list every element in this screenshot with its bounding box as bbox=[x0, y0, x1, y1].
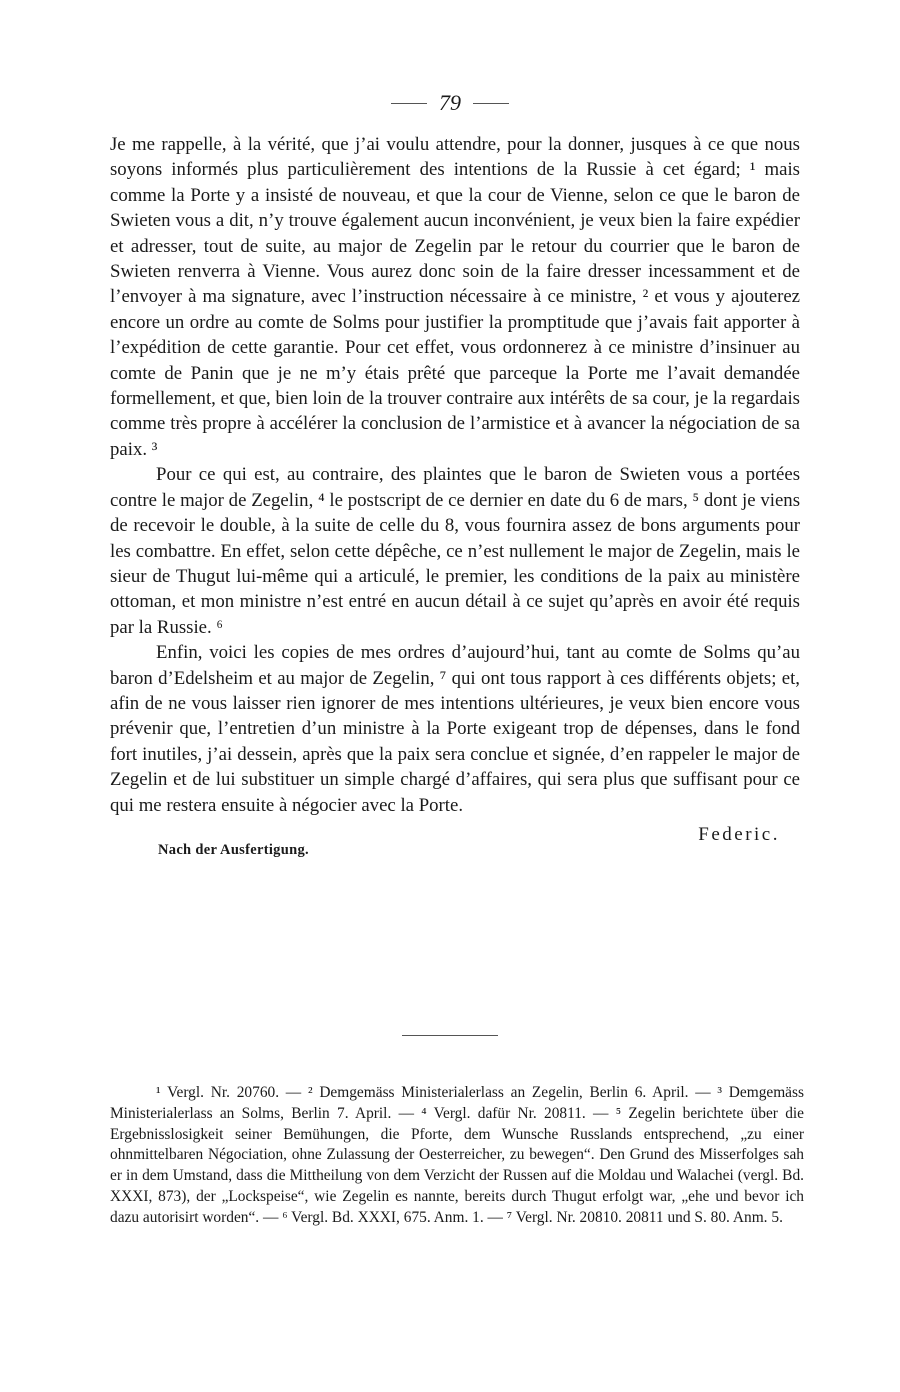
paragraph-3: Enfin, voici les copies de mes ordres d’aujourd’hui, tant au comte de Solms qu’au baron d’Edelsheim et au major de Zegelin, ⁷ qui ont tous rapport à ces différents objets; et, afin de ne vous laisser rien ignorer de mes intentions ultérieures, je veux bien encore vous prévenir que, l’entretien d’un ministre à la Porte exigeant trop de dépenses, dans le fond fort inutiles, j’ai dessein, après que la paix sera conclue et signée, d’en rappeler le major de Zegelin et de lui substituer un simple chargé d’affaires, qui sera plus que suffisant pour ce qui me restera ensuite à négocier avec la Porte. bbox=[110, 642, 800, 816]
footnote-separator bbox=[402, 1035, 498, 1036]
footnotes bbox=[110, 1083, 804, 1229]
source-note: Nach der Ausfertigung. bbox=[158, 841, 309, 858]
paragraph-2: Pour ce qui est, au contraire, des plaintes que le baron de Swieten vous a portées contre le major de Zegelin, ⁴ le postscript de ce dernier en date du 6 de mars, ⁵ dont je viens de recevoir le double, à la suite de celle du 8, vous fournira assez de bons arguments pour les combattre. En effet, selon cette dépêche, ce n’est nullement le major de Zegelin, mais le sieur de Thugut lui-même qui a articulé, le premier, les conditions de la paix au ministère ottoman, et mon ministre n’est entré en aucun détail à ce sujet qu’après en avoir été requis par la Russie. ⁶ bbox=[110, 464, 800, 638]
closing bbox=[110, 818, 800, 858]
signature: Federic. bbox=[698, 823, 780, 845]
letter-body bbox=[110, 132, 800, 858]
page-number: 79 bbox=[439, 90, 461, 115]
page-header bbox=[0, 90, 900, 116]
header-rule-right bbox=[473, 103, 509, 104]
header-rule-left bbox=[391, 103, 427, 104]
footnote-block: ¹ Vergl. Nr. 20760. — ² Demgemäss Ministerialerlass an Zegelin, Berlin 6. April. — ³ Demgemäss Ministerialerlass an Solms, Berlin 7. April. — ⁴ Vergl. dafür Nr. 20811. — ⁵ Zegelin berichtete über die Ergebnisslosigkeit seiner Bemühungen, die Pforte, dem Wunsche Russlands entsprechend, „zu einer ohnmittelbaren Négociation, ohne Zulassung der Oesterreicher, zu bewegen“. Den Grund des Misserfolges sah er in dem Umstand, dass die Mittheilung von dem Verzicht der Russen auf die Moldau und Walachei (vergl. Bd. XXXI, 873), der „Lockspeise“, wie Zegelin es nannte, bereits durch Thugut erfolgt war, „ehe und bevor ich dazu autorisirt worden“. — ⁶ Vergl. Bd. XXXI, 675. Anm. 1. — ⁷ Vergl. Nr. 20810. 20811 und S. 80. Anm. 5. bbox=[110, 1084, 804, 1226]
paragraph-1: Je me rappelle, à la vérité, que j’ai voulu attendre, pour la donner, jusques à ce que nous soyons informés plus particulièrement des intentions de la Russie à cet égard; ¹ mais comme la Porte y a insisté de nouveau, et que la cour de Vienne, selon ce que le baron de Swieten vous a dit, n’y trouve également aucun inconvénient, je veux bien la faire expédier et adresser, tout de suite, au major de Zegelin par le retour du courrier que le baron de Swieten renverra à Vienne. Vous aurez donc soin de la faire dresser incessamment et de l’envoyer à ma signature, avec l’instruction nécessaire à ce ministre, ² et vous y ajouterez encore un ordre au comte de Solms pour justifier la promptitude que j’avais fait apporter à l’expédition de cette garantie. Pour cet effet, vous ordonnerez à ce ministre d’insinuer au comte de Panin que je ne m’y étais prêté que parceque la Porte me l’avait demandée formellement, et que, bien loin de la trouver contraire aux intérêts de sa cour, je la regardais comme très propre à accélérer la conclusion de l’armistice et à avancer la négociation de sa paix. ³ bbox=[110, 134, 800, 460]
